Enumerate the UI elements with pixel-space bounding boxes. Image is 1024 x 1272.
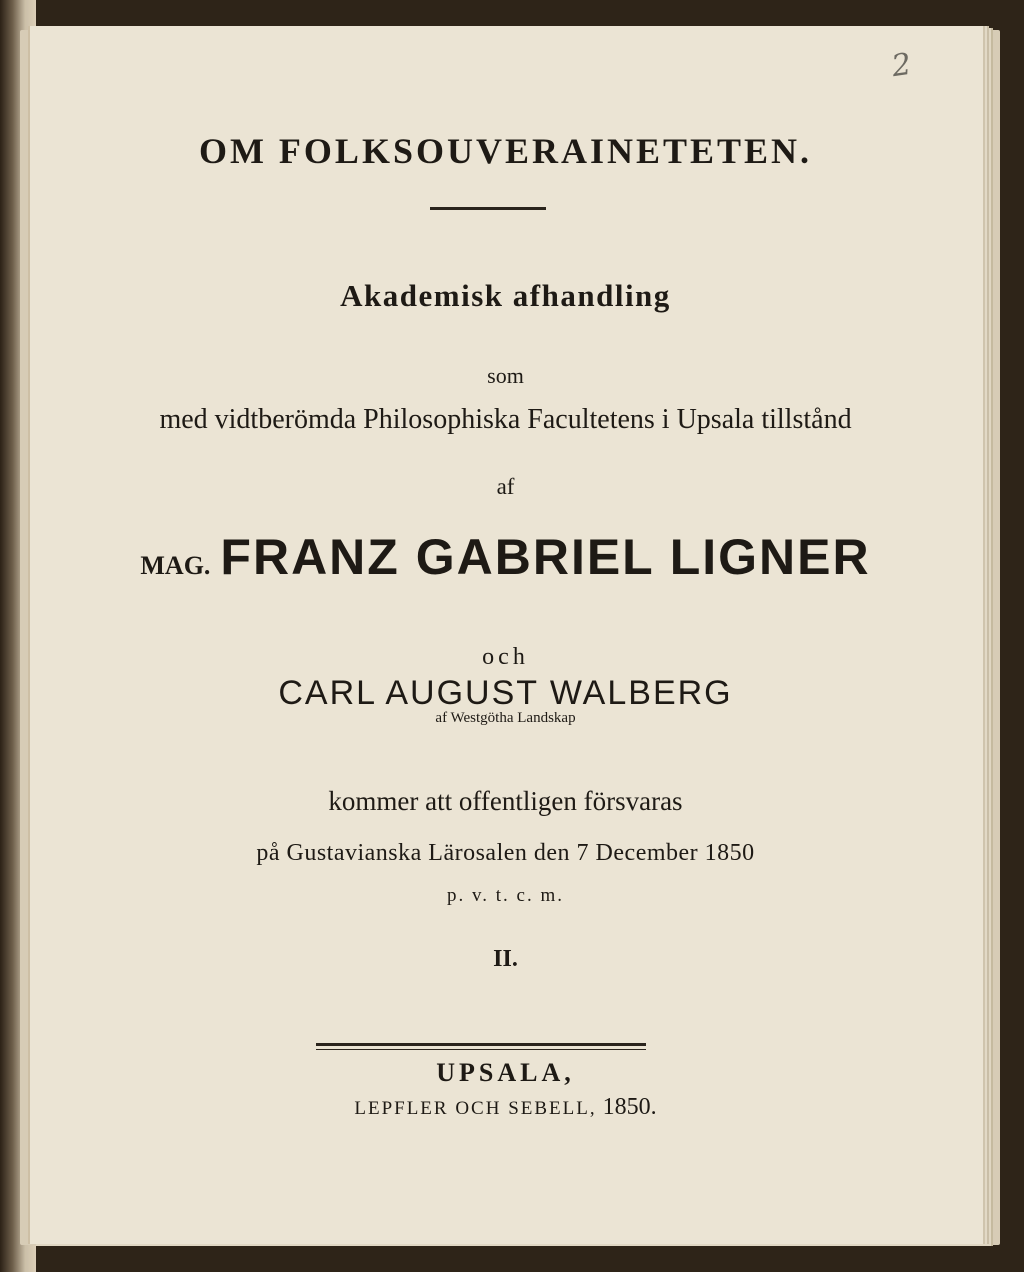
- place-date-line: på Gustavianska Lärosalen den 7 December 1850: [256, 840, 755, 866]
- part-number: II.: [493, 946, 518, 972]
- imprint-rule-thin: [316, 1049, 646, 1050]
- af-text: af: [496, 474, 515, 499]
- imprint-year: 1850.: [602, 1094, 657, 1120]
- subtitle: Akademisk afhandling: [340, 278, 671, 313]
- som-text: som: [487, 363, 524, 388]
- printer-name: LEPFLER OCH SEBELL,: [354, 1098, 597, 1119]
- imprint-printer: [28, 1094, 983, 1121]
- imprint-city: UPSALA,: [436, 1058, 575, 1087]
- faculty-line: med vidtberömda Philosophiska Facultetens i Upsala tillstånd: [159, 404, 852, 435]
- imprint-rule-thick: [316, 1043, 646, 1046]
- abbreviation-line: p. v. t. c. m.: [446, 885, 564, 906]
- author-title-prefix: MAG.: [140, 551, 211, 580]
- first-author: [28, 528, 983, 586]
- title-page: [28, 26, 983, 1244]
- handwritten-page-mark: 2: [889, 46, 914, 85]
- second-author-origin: af Westgötha Landskap: [435, 710, 576, 726]
- main-title: OM FOLKSOUVERAINETETEN.: [198, 131, 813, 171]
- title-divider: [430, 207, 546, 210]
- och-text: och: [482, 644, 529, 670]
- defense-line: kommer att offentligen försvaras: [328, 786, 683, 816]
- page-content: [28, 26, 983, 1244]
- second-author-name: CARL AUGUST WALBERG: [278, 674, 733, 712]
- first-author-name: FRANZ GABRIEL LIGNER: [220, 529, 871, 585]
